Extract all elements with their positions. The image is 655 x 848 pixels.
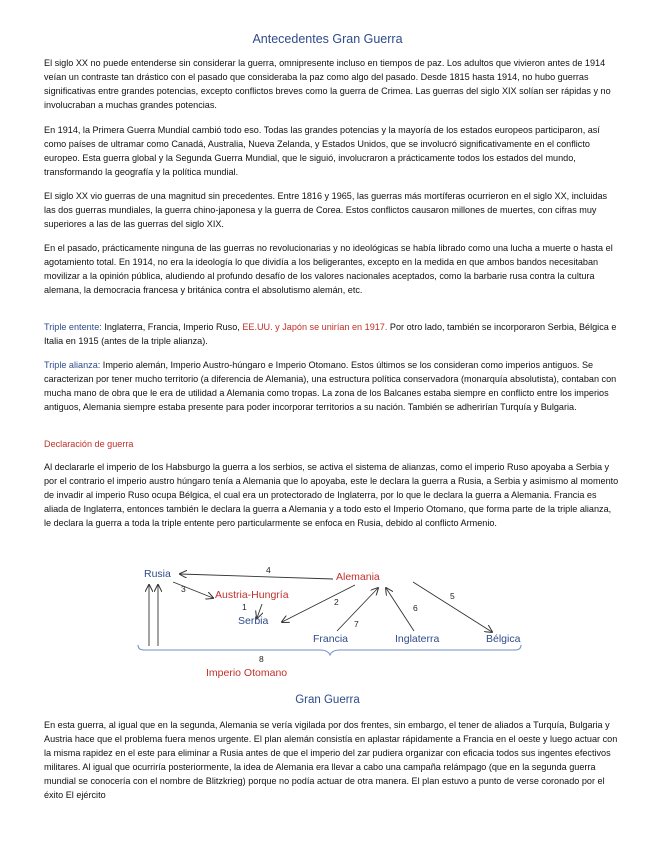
label-5: 5 xyxy=(450,591,455,601)
paragraph-ideologia: En el pasado, prácticamente ninguna de las guerras no revolucionarias y no ideológicas se había librado como una lucha a muerte o hasta el agotamiento total. En 1914, no era la ideología lo que dividía a los beligerantes, excepto en la medida en que ambos bandos necesitaban movilizar a la opinión pública, aludiendo al profundo desafío de los valores nacionales aceptados, como la barbarie rusa contra la cultura alemana, la democracia francesa y británica contra el absolutismo alemán, etc. xyxy=(44,243,613,296)
label-6: 6 xyxy=(413,603,418,613)
label-8: 8 xyxy=(259,654,264,664)
arrow-5 xyxy=(413,582,492,632)
label-3: 3 xyxy=(181,584,186,594)
node-rusia: Rusia xyxy=(144,568,171,580)
node-inglaterra: Inglaterra xyxy=(395,633,440,645)
triple-alianza-text: Imperio alemán, Imperio Austro-húngaro e Imperio Otomano. Estos últimos se los consideran como imperios antiguos. Se caracterizan por tener mucho territorio (a diferencia de Alemania), una estructura política conservadora (monarquía absolutista), contaban con mucha mano de obra que le era de utilidad a Alemania como tropas. La zona de los Balcanes estaba siempre en conflicto entre los imperios antiguos, Alemania siempre estaba presente para poder incorporar territorios a su nación. También se adherirían Turquía y Bulgaria. xyxy=(44,360,617,413)
paragraph-magnitud: El siglo XX vio guerras de una magnitud sin precedentes. Entre 1816 y 1965, las guerras más mortíferas ocurrieron en el siglo XX, incluidas las dos guerras mundiales, la guerra chino-japonesa y la guerra de Corea. Estos conflictos causaron millones de muertes, con cifras muy superiores a las de las guerras del siglo XIX. xyxy=(44,191,608,230)
paragraph-triple-entente xyxy=(44,320,619,348)
heading-declaracion: Declaración de guerra xyxy=(44,439,134,449)
node-imperio-otomano: Imperio Otomano xyxy=(206,667,288,679)
label-4: 4 xyxy=(266,565,271,575)
arrow-4 xyxy=(180,574,333,579)
triple-entente-label: Triple entente: xyxy=(44,322,102,332)
section-title-gran-guerra: Gran Guerra xyxy=(295,694,360,706)
page-title: Antecedentes Gran Guerra xyxy=(252,32,403,46)
diagram-arrows xyxy=(0,558,655,684)
paragraph-intro: El siglo XX no puede entenderse sin considerar la guerra, omnipresente incluso en tiempos de paz. Los adultos que vivieron antes de 1914 veían un contraste tan drástico con el pasado que consideraba la paz como algo del pasado. Desde 1815 hasta 1914, no hubo guerras significativas entre grandes potencias, excepto conflictos breves como la guerra de Crimea. Las guerras del siglo XIX solían ser rápidas y no involucraban a muchas grandes potencias. xyxy=(44,58,611,111)
arrow-2 xyxy=(282,585,355,622)
paragraph-declaracion: Al declararle el imperio de los Habsburgo la guerra a los serbios, se activa el sistema de alianzas, como el imperio Ruso apoyaba a Serbia y por el contrario el imperio austro húngaro tenía a Alemania que lo apoyaba, este le declara la guerra a Rusia, a Serbia y asimismo al momento de invadir al imperio Ruso ocupa Bélgica, el cual era un protectorado de Inglaterra, por lo que le declara la guerra a Alemania. Francia es aliada de Inglaterra, entonces también le declara la guerra a Alemania y a todo esto el Imperio Otomano, que forma parte de la triple alianza, le declara la guerra a toda la triple entente pero particularmente se enfoca en Rusia, debido al conflicto Armenio. xyxy=(44,462,619,529)
node-francia: Francia xyxy=(313,633,349,645)
node-belgica: Bélgica xyxy=(486,633,521,645)
label-2: 2 xyxy=(334,597,339,607)
label-7: 7 xyxy=(354,619,359,629)
paragraph-gran-guerra: En esta guerra, al igual que en la segunda, Alemania se vería vigilada por dos frentes, sin embargo, el tener de aliados a Turquía, Bulgaria y Austria hace que el problema fuera menos urgente. El plan alemán consistía en aplastar rápidamente a Francia en el oeste y luego actuar con la misma rapidez en el este para eliminar a Rusia antes de que el imperio del zar pudiera organizar con eficacia todos sus ingentes efectivos militares. Al igual que ocurriría posteriormente, la idea de Alemania era llevar a cabo una campaña relámpago (que en la segunda guerra mundial se conocería con el nombre de Blitzkrieg) porque no podía actuar de otra manera. El plan estuvo a punto de verse coronado por el éxito El ejército xyxy=(44,720,618,801)
arrow-3 xyxy=(173,582,213,598)
paragraph-1914: En 1914, la Primera Guerra Mundial cambió todo eso. Todas las grandes potencias y la mayoría de los estados europeos participaron, así como países de ultramar como Canadá, Australia, Nueva Zelanda, y Estados Unidos, que se involucró significativamente en el conflicto europeo. Esta guerra global y la Segunda Guerra Mundial, que le siguió, involucraron a prácticamente todos los estados del mundo, transformando la geografía y la política mundial. xyxy=(44,125,600,178)
alliances-diagram xyxy=(0,558,655,684)
triple-alianza-label: Triple alianza: xyxy=(44,360,101,370)
triple-entente-highlight: EE.UU. y Japón se unirían en 1917. xyxy=(242,322,388,332)
node-alemania: Alemania xyxy=(336,571,380,583)
node-austria-hungria: Austria-Hungría xyxy=(215,589,289,601)
label-1: 1 xyxy=(242,602,247,612)
triple-entente-text: Inglaterra, Francia, Imperio Ruso, xyxy=(101,322,243,332)
triple-entente-rest: Por otro lado, también se incorporaron Serbia, Bélgica e Italia en 1915 (antes de la triple alianza). xyxy=(44,322,617,347)
node-serbia: Serbia xyxy=(238,615,269,627)
arrow-6 xyxy=(386,588,414,631)
paragraph-triple-alianza xyxy=(44,358,619,414)
entente-brace xyxy=(138,645,521,655)
